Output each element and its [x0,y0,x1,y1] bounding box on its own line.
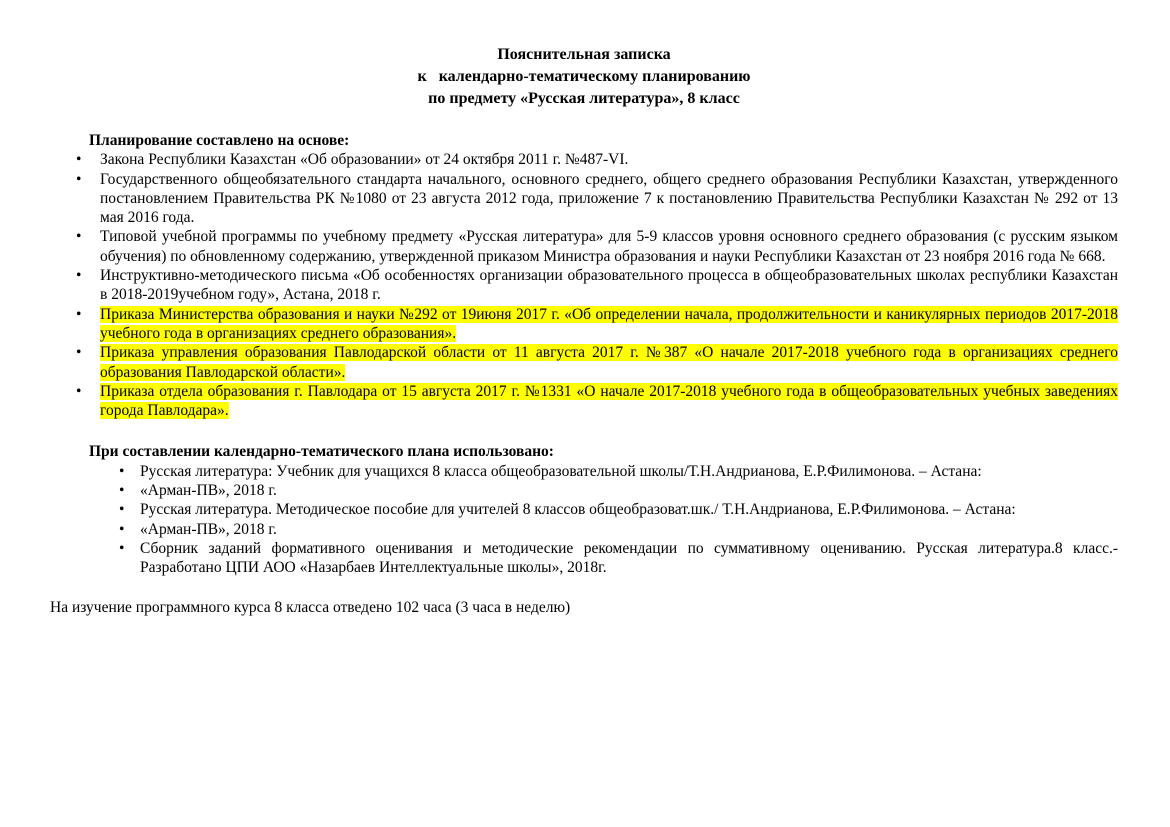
list-item-text: Приказа отдела образования г. Павлодара от 15 августа 2017 г. №1331 «О начале 2017-2018 учебного года в общеобразовательных учебных заведениях города Павлодара». [100,382,1118,420]
basis-list [50,150,1118,420]
list-item [100,266,1118,305]
list-item-highlighted [100,382,1118,421]
title-line-2: к календарно-тематическому планированию [417,68,751,85]
course-hours-note: На изучение программного курса 8 класса отведено 102 часа (3 часа в неделю) [50,598,571,616]
list-item-text: «Арман-ПВ», 2018 г. [140,482,277,500]
list-item-text: Русская литература. Методическое пособие для учителей 8 классов общеобразоват.шк./ Т.Н.Андрианова, Е.Р.Филимонова. – Астана: [140,501,1016,519]
list-item-text: Приказа управления образования Павлодарской области от 11 августа 2017 г. №387 «О начале 2017-2018 учебного года в организациях среднего образования Павлодарской области». [100,344,1118,381]
list-item [100,227,1118,266]
title-line-1: Пояснительная записка [497,46,671,63]
title-line-3: по предмету «Русская литература», 8 класс [428,90,740,107]
document-title [50,44,1118,110]
list-item-text: Сборник заданий формативного оценивания и методические рекомендации по суммативному оцениванию. Русская литература.8 класс.- Разработано ЦПИ АОО «Назарбаев Интеллектуальные школы», 2018г. [140,539,1118,577]
list-item [100,170,1118,228]
list-item-text: Инструктивно-методического письма «Об особенностях организации образовательного процесса в общеобразовательных школах республики Казахстан в 2018-2019учебном году», Астана, 2018 г. [100,267,1118,304]
list-item-text: Типовой учебной программы по учебному предмету «Русская литература» для 5-9 классов уровня основного среднего образования (с русским языком обучения) по обновленному содержанию, утвержденной приказом Министра образования и науки Республики Казахстан от 23 ноября 2016 года № 668. [100,228,1118,265]
list-item-text: Приказа Министерства образования и науки №292 от 19июня 2017 г. «Об определении начала, продолжительности и каникулярных периодов 2017-2018 учебного года в организациях среднего образования». [100,305,1118,342]
list-item [140,462,1118,481]
list-item-text: «Арман-ПВ», 2018 г. [140,520,277,538]
list-item [140,500,1118,519]
list-item [100,150,1118,169]
list-item-text: Закона Республики Казахстан «Об образовании» от 24 октября 2011 г. №487-VI. [100,151,629,169]
list-item-text: Государственного общеобязательного стандарта начального, основного среднего, общего среднего образования Республики Казахстан, утвержденного постановлением Правительства РК №1080 от 23 августа 2012 года, приложение 7 к постановлению Правительства Республики Казахстан № 292 от 13 мая 2016 года. [100,170,1118,227]
list-item-highlighted [100,343,1118,382]
list-item [140,520,1118,539]
section-heading-sources: При составлении календарно-тематического плана использовано: [89,443,554,461]
section-heading-basis: Планирование составлено на основе: [89,132,350,149]
list-item [140,481,1118,500]
list-item-text: Русская литература: Учебник для учащихся 8 класса общеобразовательной школы/Т.Н.Андрианова, Е.Р.Филимонова. – Астана: [140,462,982,480]
sources-list [50,462,1118,578]
list-item [140,539,1118,578]
list-item-highlighted [100,305,1118,344]
